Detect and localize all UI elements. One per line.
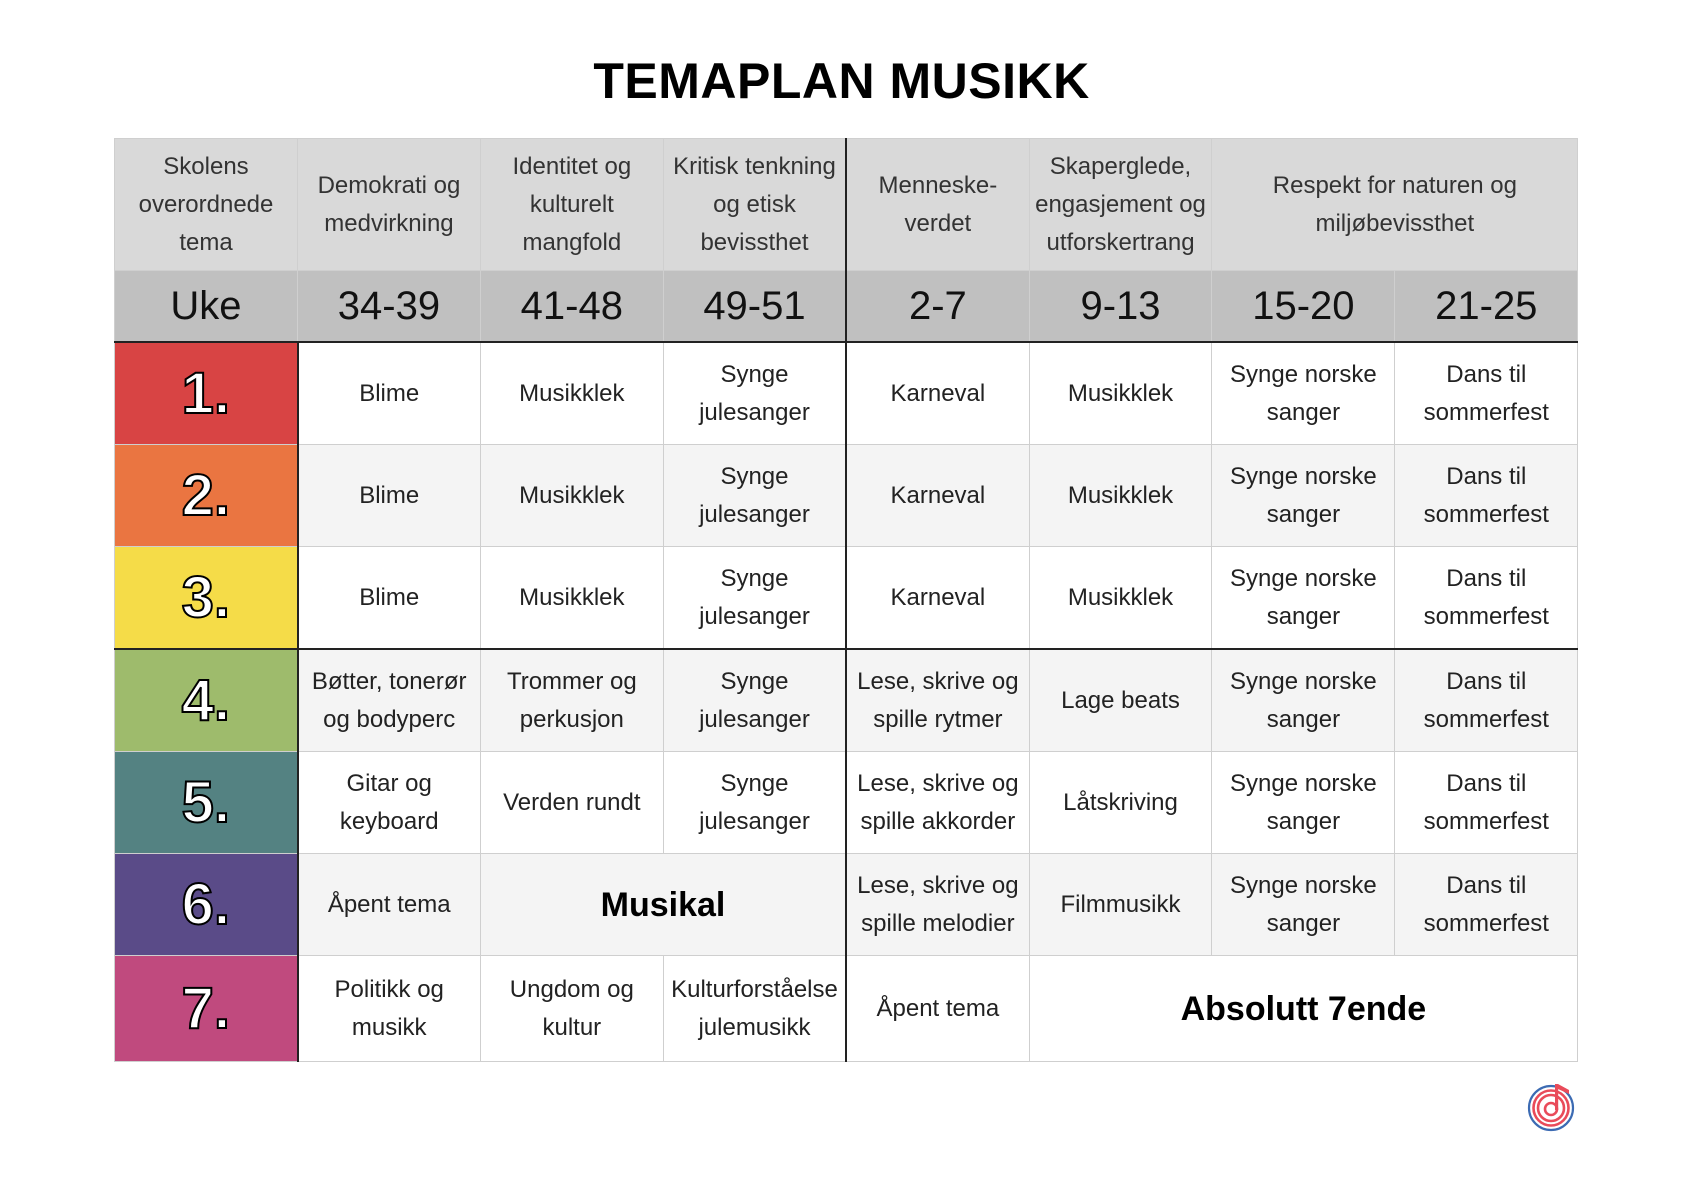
week-row bbox=[115, 271, 1578, 343]
activity-cell: Musikklek bbox=[480, 342, 663, 445]
theme-cell: Identitet og kulturelt mangfold bbox=[480, 139, 663, 271]
activity-cell: Musikklek bbox=[480, 445, 663, 547]
theme-cell: Demokrati og medvirkning bbox=[298, 139, 481, 271]
grade-label: 6. bbox=[115, 854, 298, 956]
activity-cell: Blime bbox=[298, 547, 481, 650]
activity-cell: Dans til sommerfest bbox=[1395, 445, 1578, 547]
week-cell: 2-7 bbox=[846, 271, 1029, 343]
activity-cell: Dans til sommerfest bbox=[1395, 752, 1578, 854]
activity-cell: Musikklek bbox=[1029, 342, 1212, 445]
theme-cell: Skaperglede, engasjement og utforskertrang bbox=[1029, 139, 1212, 271]
activity-cell: Karneval bbox=[846, 547, 1029, 650]
week-cell: 41-48 bbox=[480, 271, 663, 343]
activity-cell: Verden rundt bbox=[480, 752, 663, 854]
page-title: TEMAPLAN MUSIKK bbox=[593, 53, 1090, 109]
activity-cell: Synge julesanger bbox=[663, 547, 846, 650]
activity-cell: Bøtter, tonerør og bodyperc bbox=[298, 649, 481, 752]
activity-cell: Dans til sommerfest bbox=[1395, 342, 1578, 445]
grade-label: 1. bbox=[115, 342, 298, 445]
activity-cell: Politikk og musikk bbox=[298, 956, 481, 1062]
musical-cell: Musikal bbox=[480, 854, 846, 956]
week-label: Uke bbox=[115, 271, 298, 343]
week-cell: 15-20 bbox=[1212, 271, 1395, 343]
activity-cell: Synge norske sanger bbox=[1212, 854, 1395, 956]
absolutt-7ende-cell: Absolutt 7ende bbox=[1029, 956, 1578, 1062]
activity-cell: Lese, skrive og spille rytmer bbox=[846, 649, 1029, 752]
grade-label: 2. bbox=[115, 445, 298, 547]
week-cell: 49-51 bbox=[663, 271, 846, 343]
theme-cell: Menneske-verdet bbox=[846, 139, 1029, 271]
theme-cell: Respekt for naturen og miljøbevissthet bbox=[1212, 139, 1578, 271]
grade-label: 3. bbox=[115, 547, 298, 650]
grade-row-2 bbox=[115, 445, 1578, 547]
activity-cell: Lese, skrive og spille akkorder bbox=[846, 752, 1029, 854]
activity-cell: Synge norske sanger bbox=[1212, 445, 1395, 547]
grade-row-7 bbox=[115, 956, 1578, 1062]
grade-row-4 bbox=[115, 649, 1578, 752]
activity-cell: Synge julesanger bbox=[663, 649, 846, 752]
activity-cell: Lage beats bbox=[1029, 649, 1212, 752]
activity-cell: Åpent tema bbox=[846, 956, 1029, 1062]
theme-header-row bbox=[115, 139, 1578, 271]
grade-row-5 bbox=[115, 752, 1578, 854]
activity-cell: Gitar og keyboard bbox=[298, 752, 481, 854]
activity-cell: Kulturforståelse julemusikk bbox=[663, 956, 846, 1062]
activity-cell: Dans til sommerfest bbox=[1395, 547, 1578, 650]
theme-cell: Kritisk tenkning og etisk bevissthet bbox=[663, 139, 846, 271]
grade-label: 5. bbox=[115, 752, 298, 854]
activity-cell: Synge julesanger bbox=[663, 342, 846, 445]
grade-label: 4. bbox=[115, 649, 298, 752]
activity-cell: Karneval bbox=[846, 445, 1029, 547]
activity-cell: Synge julesanger bbox=[663, 752, 846, 854]
activity-cell: Ungdom og kultur bbox=[480, 956, 663, 1062]
activity-cell: Dans til sommerfest bbox=[1395, 854, 1578, 956]
theme-header-label: Skolens overordnede tema bbox=[115, 139, 298, 271]
activity-cell: Musikklek bbox=[1029, 547, 1212, 650]
week-cell: 9-13 bbox=[1029, 271, 1212, 343]
activity-cell: Synge norske sanger bbox=[1212, 649, 1395, 752]
activity-cell: Synge norske sanger bbox=[1212, 752, 1395, 854]
activity-cell: Musikklek bbox=[1029, 445, 1212, 547]
activity-cell: Åpent tema bbox=[298, 854, 481, 956]
activity-cell: Dans til sommerfest bbox=[1395, 649, 1578, 752]
grade-row-6 bbox=[115, 854, 1578, 956]
activity-cell: Lese, skrive og spille melodier bbox=[846, 854, 1029, 956]
theme-plan-table bbox=[114, 138, 1578, 1062]
week-cell: 21-25 bbox=[1395, 271, 1578, 343]
activity-cell: Synge norske sanger bbox=[1212, 342, 1395, 445]
week-cell: 34-39 bbox=[298, 271, 481, 343]
grade-row-1 bbox=[115, 342, 1578, 445]
grade-label: 7. bbox=[115, 956, 298, 1062]
activity-cell: Filmmusikk bbox=[1029, 854, 1212, 956]
grade-row-3 bbox=[115, 547, 1578, 650]
activity-cell: Blime bbox=[298, 445, 481, 547]
activity-cell: Synge julesanger bbox=[663, 445, 846, 547]
activity-cell: Musikklek bbox=[480, 547, 663, 650]
activity-cell: Låtskriving bbox=[1029, 752, 1212, 854]
activity-cell: Blime bbox=[298, 342, 481, 445]
activity-cell: Synge norske sanger bbox=[1212, 547, 1395, 650]
activity-cell: Trommer og perkusjon bbox=[480, 649, 663, 752]
activity-cell: Karneval bbox=[846, 342, 1029, 445]
music-note-logo-icon bbox=[1525, 1077, 1581, 1133]
